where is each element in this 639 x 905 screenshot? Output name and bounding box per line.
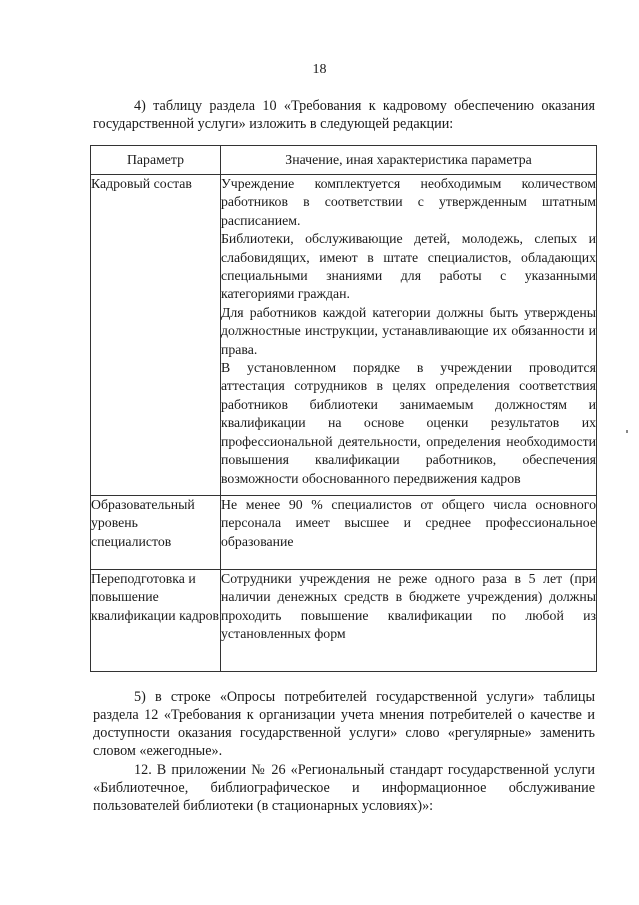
table-header-row: [91, 146, 597, 175]
value-paragraph: Не менее 90 % специалистов от общего числа основного персонала имеет высшее и среднее профессиональное образование: [221, 497, 596, 549]
value-paragraph: Сотрудники учреждения не реже одного раза в 5 лет (при наличии денежных средств в бюджете учреждения) должны проходить повышение квалификации по любой из установленных форм: [221, 571, 596, 642]
header-parameter: Параметр: [91, 146, 221, 175]
paragraph-5: 5) в строке «Опросы потребителей государственной услуги» таблицы раздела 12 «Требования к организации учета мнения потребителей о качестве и доступности оказания государственной услуги» слово «регулярные» заменить словом «ежегодные».: [93, 689, 595, 759]
value-paragraph: В установленном порядке в учреждении проводится аттестация сотрудников в целях определения соответствия работников библиотеки занимаемым должностям и квалификации на основе оценки результатов их профессиональной деятельности, определения необходимости повышения квалификации работников, обеспечения возможности обоснованного передвижения кадров: [221, 360, 596, 486]
scan-mark: [626, 430, 628, 433]
value-paragraph: Библиотеки, обслуживающие детей, молодежь, слепых и слабовидящих, имеют в штате специалистов, обладающих специальными знаниями для работы с указанными категориями граждан.: [221, 231, 596, 302]
value-paragraph: Для работников каждой категории должны быть утверждены должностные инструкции, устанавливающие их обязанности и права.: [221, 304, 596, 357]
staffing-requirements-table: [90, 145, 597, 672]
header-value: Значение, иная характеристика параметра: [221, 146, 597, 175]
row-value: [221, 175, 597, 496]
table-row: [91, 175, 597, 496]
row-parameter: Кадровый состав: [91, 175, 221, 496]
intro-paragraph: 4) таблицу раздела 10 «Требования к кадровому обеспечению оказания государственной услуги» изложить в следующей редакции:: [93, 98, 595, 132]
paragraph-12: 12. В приложении № 26 «Региональный стандарт государственной услуги «Библиотечное, библиографическое и информационное обслуживание пользователей библиотеки (в стационарных условиях)»:: [93, 762, 595, 814]
row-value: [221, 570, 597, 672]
table-row: [91, 570, 597, 672]
table-row: [91, 496, 597, 570]
value-paragraph: Учреждение комплектуется необходимым количеством работников в соответствии с утвержденным штатным расписанием.: [221, 176, 596, 228]
page-number: 18: [312, 62, 327, 77]
row-parameter: Переподготовка и повышение квалификации кадров: [91, 570, 221, 672]
row-parameter: Образовательный уровень специалистов: [91, 496, 221, 570]
row-value: [221, 496, 597, 570]
